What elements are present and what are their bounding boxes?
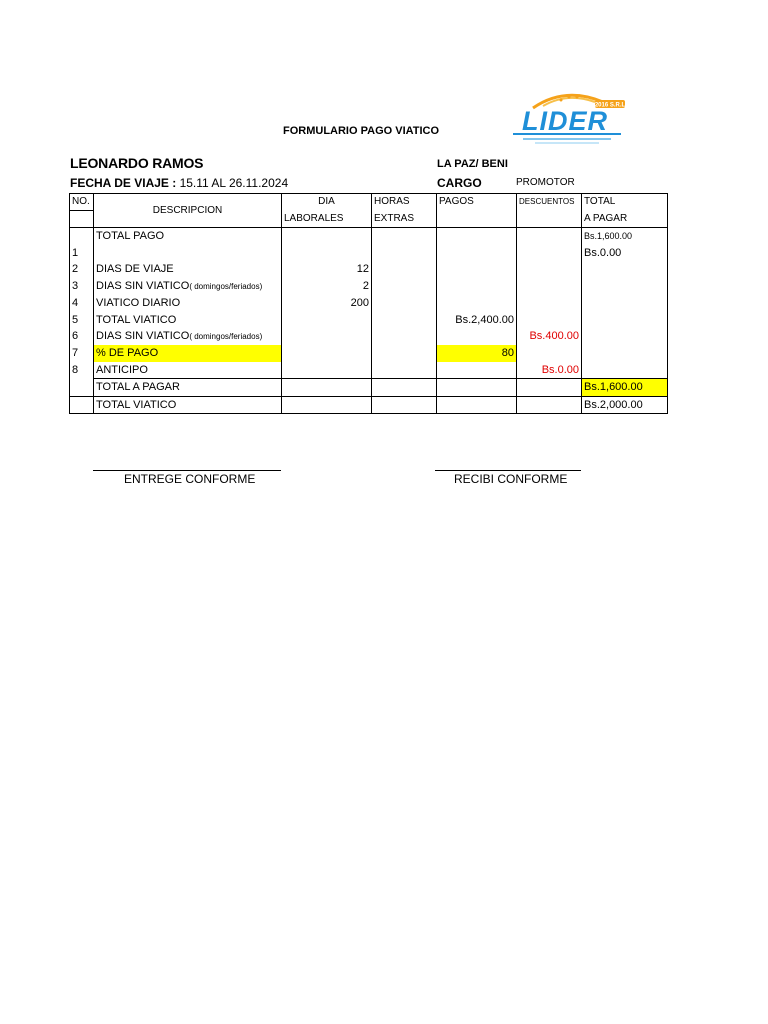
table-row xyxy=(70,311,668,328)
table-row xyxy=(70,245,668,262)
row-desc-note: ( domingos/feriados) xyxy=(189,281,263,291)
travel-date-value: 15.11 AL 26.11.2024 xyxy=(176,176,289,190)
total-viatico-dia xyxy=(282,396,372,414)
row-no: 2 xyxy=(70,261,94,278)
row-total xyxy=(582,261,668,278)
row-desc xyxy=(94,328,282,345)
row-pagos xyxy=(437,328,517,345)
total-a-pagar-descuentos xyxy=(517,379,582,397)
row-desc: TOTAL VIATICO xyxy=(94,311,282,328)
signature-line-right xyxy=(435,470,581,471)
row-dia xyxy=(282,345,372,362)
header-extras: EXTRAS xyxy=(372,211,437,228)
total-a-pagar-no xyxy=(70,379,94,397)
signature-right-label: RECIBI CONFORME xyxy=(454,472,568,486)
row-descuentos xyxy=(517,345,582,362)
logo-wordmark: LIDER xyxy=(522,106,608,136)
row-descuentos xyxy=(517,228,582,245)
row-desc: DIAS DE VIAJE xyxy=(94,261,282,278)
total-a-pagar-horas xyxy=(372,379,437,397)
total-viatico-descuentos xyxy=(517,396,582,414)
row-horas xyxy=(372,362,437,379)
payment-table xyxy=(69,193,668,414)
row-pagos xyxy=(437,228,517,245)
row-desc: TOTAL PAGO xyxy=(94,228,282,245)
row-total xyxy=(582,345,668,362)
row-no: 6 xyxy=(70,328,94,345)
row-dia: 200 xyxy=(282,295,372,312)
table-row xyxy=(70,228,668,245)
row-total xyxy=(582,278,668,295)
signature-line-left xyxy=(93,470,281,471)
row-no: 8 xyxy=(70,362,94,379)
total-a-pagar-dia xyxy=(282,379,372,397)
row-total xyxy=(582,311,668,328)
total-viatico-value: Bs.2,000.00 xyxy=(582,396,668,414)
row-pagos: Bs.2,400.00 xyxy=(437,311,517,328)
row-no: 1 xyxy=(70,245,94,262)
row-descuentos xyxy=(517,245,582,262)
row-horas xyxy=(372,261,437,278)
row-total: Bs.1,600.00 xyxy=(582,228,668,245)
row-descuentos: Bs.400.00 xyxy=(517,328,582,345)
row-pagos xyxy=(437,362,517,379)
location: LA PAZ/ BENI xyxy=(437,158,508,170)
row-descuentos xyxy=(517,261,582,278)
employee-name: LEONARDO RAMOS xyxy=(70,155,204,171)
table-row xyxy=(70,362,668,379)
table-row xyxy=(70,295,668,312)
total-viatico-row xyxy=(70,396,668,414)
total-a-pagar-pagos xyxy=(437,379,517,397)
header-laborales: LABORALES xyxy=(282,211,372,228)
header-descuentos-blank xyxy=(517,211,582,228)
travel-date-label: FECHA DE VIAJE : xyxy=(70,176,177,190)
row-no: 5 xyxy=(70,311,94,328)
row-dia: 12 xyxy=(282,261,372,278)
row-desc: % DE PAGO xyxy=(94,345,282,362)
row-dia xyxy=(282,362,372,379)
row-desc: VIATICO DIARIO xyxy=(94,295,282,312)
row-dia xyxy=(282,228,372,245)
header-descripcion: DESCRIPCION xyxy=(94,194,282,228)
table-row xyxy=(70,328,668,345)
table-row xyxy=(70,261,668,278)
header-dia: DIA xyxy=(282,194,372,211)
cargo-label: CARGO xyxy=(437,176,482,190)
row-horas xyxy=(372,245,437,262)
row-pagos xyxy=(437,261,517,278)
row-horas xyxy=(372,278,437,295)
header-pagos: PAGOS xyxy=(437,194,517,211)
row-descuentos: Bs.0.00 xyxy=(517,362,582,379)
row-total: Bs.0.00 xyxy=(582,245,668,262)
row-dia xyxy=(282,311,372,328)
table-row xyxy=(70,345,668,362)
svg-text:2016 S.R.L: 2016 S.R.L xyxy=(594,102,626,109)
row-desc xyxy=(94,278,282,295)
row-pagos: 80 xyxy=(437,345,517,362)
header-pagos-blank xyxy=(437,211,517,228)
row-dia xyxy=(282,245,372,262)
row-desc xyxy=(94,245,282,262)
row-horas xyxy=(372,228,437,245)
header-a-pagar: A PAGAR xyxy=(582,211,668,228)
cargo-value: PROMOTOR xyxy=(516,177,575,188)
total-a-pagar-value: Bs.1,600.00 xyxy=(582,379,668,397)
header-horas: HORAS xyxy=(372,194,437,211)
total-viatico-no xyxy=(70,396,94,414)
row-horas xyxy=(372,295,437,312)
row-horas xyxy=(372,311,437,328)
row-desc-note: ( domingos/feriados) xyxy=(189,331,263,341)
header-descuentos: DESCUENTOS xyxy=(517,194,582,211)
header-no-blank xyxy=(70,211,94,228)
table-row xyxy=(70,278,668,295)
header-total: TOTAL xyxy=(582,194,668,211)
header-row xyxy=(70,194,668,211)
company-logo xyxy=(503,88,627,146)
total-a-pagar-label: TOTAL A PAGAR xyxy=(94,379,282,397)
row-dia: 2 xyxy=(282,278,372,295)
row-horas xyxy=(372,328,437,345)
row-descuentos xyxy=(517,295,582,312)
signature-left-label: ENTREGE CONFORME xyxy=(124,472,256,486)
row-no xyxy=(70,228,94,245)
row-no: 3 xyxy=(70,278,94,295)
row-descuentos xyxy=(517,311,582,328)
total-viatico-horas xyxy=(372,396,437,414)
row-dia xyxy=(282,328,372,345)
header-no: NO. xyxy=(70,194,94,211)
row-descuentos xyxy=(517,278,582,295)
travel-date xyxy=(70,176,288,190)
row-desc-text: DIAS SIN VIATICO xyxy=(96,329,190,342)
total-viatico-label: TOTAL VIATICO xyxy=(94,396,282,414)
total-a-pagar-row xyxy=(70,379,668,397)
total-viatico-pagos xyxy=(437,396,517,414)
row-total xyxy=(582,295,668,312)
row-desc-text: DIAS SIN VIATICO xyxy=(96,279,190,292)
form-title: FORMULARIO PAGO VIATICO xyxy=(283,125,440,137)
row-horas xyxy=(372,345,437,362)
row-total xyxy=(582,328,668,345)
row-pagos xyxy=(437,245,517,262)
row-desc: ANTICIPO xyxy=(94,362,282,379)
row-pagos xyxy=(437,295,517,312)
row-pagos xyxy=(437,278,517,295)
row-no: 7 xyxy=(70,345,94,362)
row-no: 4 xyxy=(70,295,94,312)
row-total xyxy=(582,362,668,379)
